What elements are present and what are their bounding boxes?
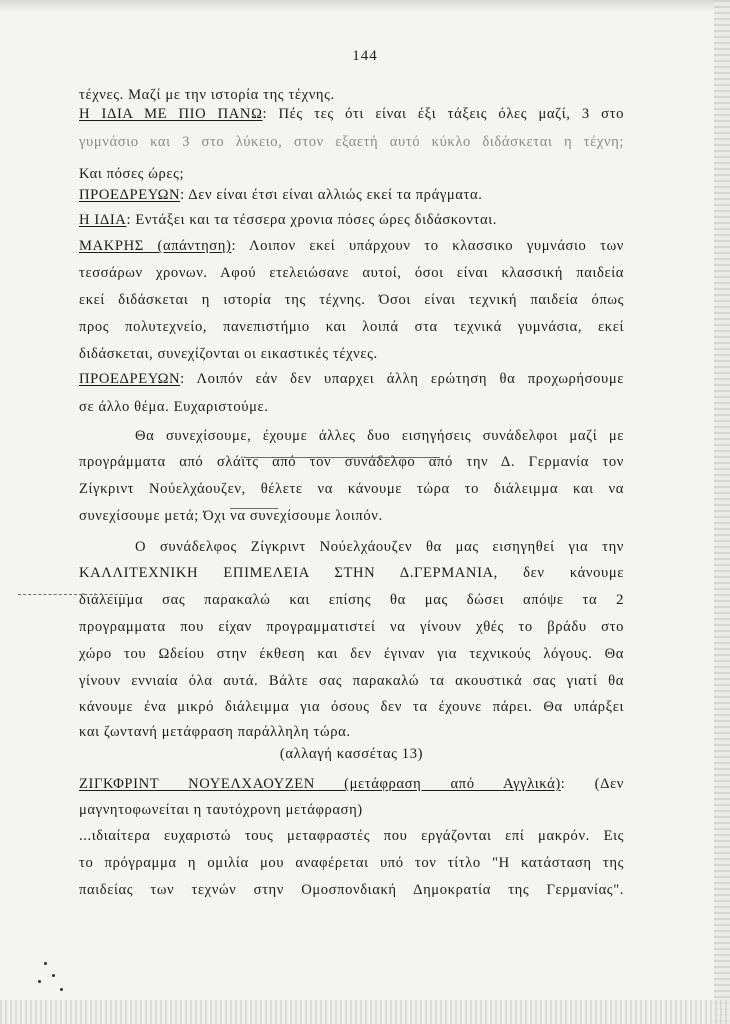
speaker-name: Η ΙΔΙΑ (79, 212, 127, 228)
speaker-name: ΖΙΓΚΦΡΙΝΤ ΝΟΥΕΛΧΑΟΥΖΕΝ (μετάφραση από Αγγλικά) (79, 776, 561, 792)
scan-edge-bottom (0, 1000, 730, 1024)
text-line: Ο συνάδελφος Ζίγκριντ Νούελχάουζεν θα μας εισηγηθεί για την (135, 539, 624, 555)
text-line: μαγνητοφωνείται η ταυτόχρονη μετάφραση) (79, 802, 363, 818)
text-line: ΖΙΓΚΦΡΙΝΤ ΝΟΥΕΛΧΑΟΥΖΕΝ (μετάφραση από Αγγλικά): (Δεν (79, 776, 624, 792)
speaker-name: ΠΡΟΕΔΡΕΥΩΝ (79, 371, 181, 387)
text-line: προγράμματα από σλάϊτς από τον συνάδελφο από την Δ. Γερμανία τον (79, 454, 624, 470)
speaker-name: ΠΡΟΕΔΡΕΥΩΝ (79, 187, 181, 203)
text-line: Ζίγκριντ Νούελχάουζεν, θέλετε να κάνουμε τώρα το διάλειμμα και να (79, 481, 624, 497)
text-line: τεσσάρων χρονων. Αφού ετελειώσανε αυτοί, όσοι είναι κλασσική παιδεία (79, 265, 624, 281)
text-line: σε άλλο θέμα. Ευχαριστούμε. (79, 399, 269, 415)
text-line: προγραμματα που είχαν προγραμματιστεί να γίνουν χθές το βράδυ στο (79, 619, 624, 635)
text-line: παιδείας των τεχνών στην Ομοσπονδιακή Δημοκρατία της Γερμανίας". (79, 882, 624, 898)
text-line: Η ΙΔΙΑ ΜΕ ΠΙΟ ΠΑΝΩ: Πές τες ότι είναι έξι τάξεις όλες μαζί, 3 στο (79, 106, 625, 122)
text-line: συνεχίσουμε μετά; Όχι να συνεχίσουμε λοιπόν. (79, 508, 383, 524)
speck (60, 988, 63, 991)
strike-mark (230, 508, 278, 509)
text-line: Η ΙΔΙΑ: Εντάξει και τα τέσσερα χρονια πόσες ώρες διδάσκονται. (79, 212, 498, 228)
fold-mark (18, 594, 128, 595)
speck (52, 974, 55, 977)
text-line: διάλειμμα σας παρακαλώ και επίσης θα μας δώσει απόψε τα 2 (79, 592, 624, 608)
text-line: ΜΑΚΡΗΣ (απάντηση): Λοιπον εκεί υπάρχουν το κλασσικο γυμνάσιο των (79, 238, 624, 254)
text-line: κάνουμε ένα μικρό διάλειμμα για όσους δεν τα έχουνε πάρει. Θα υπάρξει (79, 699, 624, 715)
strike-mark (244, 457, 440, 458)
text-line: χώρο του Ωδείου στην έκθεση και δεν έγιναν για τεχνικούς λόγους. Θα (79, 646, 624, 662)
speaker-name: Η ΙΔΙΑ ΜΕ ΠΙΟ ΠΑΝΩ (79, 106, 263, 122)
text-line: και ζωντανή μετάφραση παράλληλη τώρα. (79, 724, 351, 740)
text-line: το πρόγραμμα η ομιλία μου αναφέρεται υπό τον τίτλο "Η κατάσταση της (79, 855, 624, 871)
text-line: εκεί διδάσκεται η ιστορία της τέχνης. Όσοι είναι τεχνική παιδεία όπως (79, 292, 624, 308)
speck (38, 980, 41, 983)
speck (44, 962, 47, 965)
text-line: ...ιδιαίτερα ευχαριστώ τους μεταφραστές που εργάζονται επί μακρόν. Εις (79, 828, 624, 844)
text-line: ΠΡΟΕΔΡΕΥΩΝ: Δεν είναι έτσι είναι αλλιώς εκεί τα πράγματα. (79, 187, 483, 203)
text-line: ΠΡΟΕΔΡΕΥΩΝ: Λοιπόν εάν δεν υπαρχει άλλη ερώτηση θα προχωρήσουμε (79, 371, 624, 387)
cassette-note: (αλλαγή κασσέτας 13) (279, 746, 424, 762)
text-line: ΚΑΛΛΙΤΕΧΝΙΚΗ ΕΠΙΜΕΛΕΙΑ ΣΤΗΝ Δ.ΓΕΡΜΑΝΙΑ, δεν κάνουμε (79, 565, 624, 581)
scan-edge-top (0, 0, 730, 12)
speaker-name: ΜΑΚΡΗΣ (απάντηση) (79, 238, 232, 254)
scan-edge-right (714, 0, 730, 1024)
text-line: διδάσκεται, συνεχίζονται οι εικαστικές τέχνες. (79, 346, 378, 362)
text-line: γίνουν εννιαία όλα αυτά. Βάλτε σας παρακαλώ τα ακουστικά σας γιατί θα (79, 673, 624, 689)
text-line: Θα συνεχίσουμε, έχουμε άλλες δυο εισηγήσεις συνάδελφοι μαζί με (135, 428, 624, 444)
scan-specks (30, 960, 90, 1000)
text-line: τέχνες. Μαζί με την ιστορία της τέχνης. (79, 87, 335, 103)
page-number: 144 (352, 48, 378, 64)
text-line: προς πολυτεχνείο, πανεπιστήμιο και λοιπά στα τεχνικά γυμνάσια, εκεί (79, 319, 624, 335)
text-line: Και πόσες ώρες; (79, 166, 185, 182)
text-line-faded: γυμνάσιο και 3 στο λύκειο, στον εξαετή αυτό κύκλο διδάσκεται η τέχνη; (79, 134, 624, 150)
